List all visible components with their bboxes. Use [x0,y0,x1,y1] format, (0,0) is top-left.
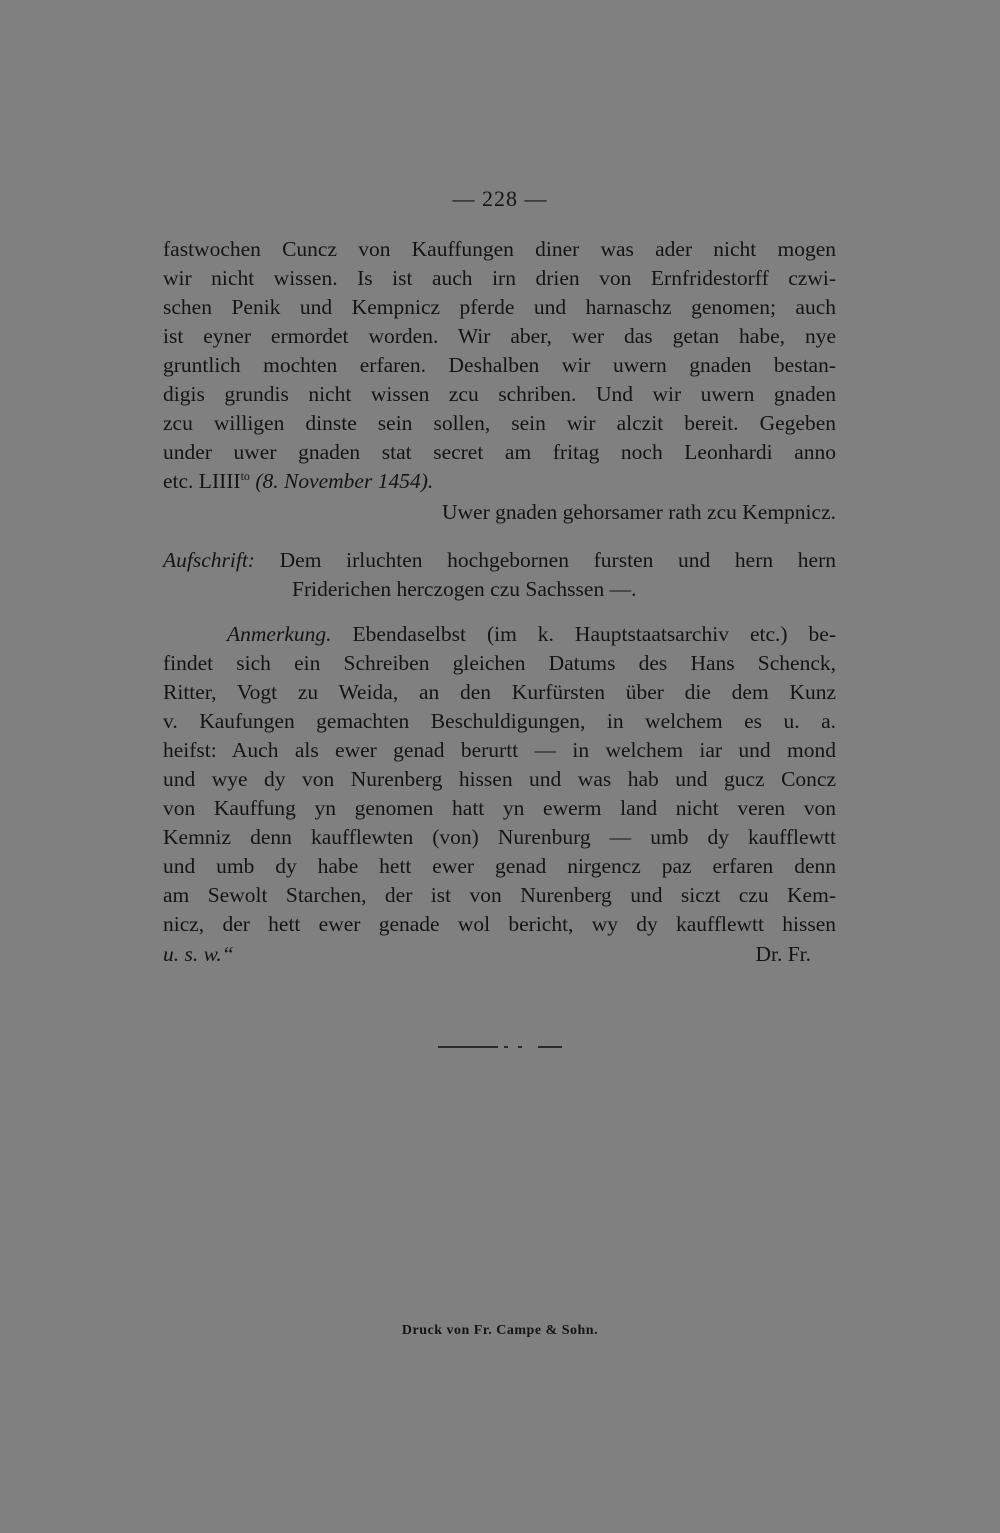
address-text: Dem irluchten hochgebornen fursten und hern hern [279,548,836,572]
note-line: nicz, der hett ewer genade wol bericht, wy dy kaufflewtt hissen [163,912,836,936]
note-line: am Sewolt Starchen, der ist von Nurenberg und siczt czu Kem- [163,883,836,907]
note-line: und wye dy von Nurenberg hissen und was hab und gucz Concz [163,767,836,791]
note-closing: u. s. w.“ [163,942,234,966]
note-line: Ritter, Vogt zu Weida, an den Kurfürsten über die dem Kunz [163,680,836,704]
letter-signature: Uwer gnaden gehorsamer rath zcu Kempnicz. [442,500,836,524]
note-line: heifst: Auch als ewer genad berurtt — in welchem iar und mond [163,738,836,762]
letter-line: wir nicht wissen. Is ist auch irn drien von Ernfridestorff czwi- [163,266,836,290]
ornament-divider [438,1046,562,1048]
date-italic: (8. November 1454). [255,469,434,493]
note-line: Kemniz denn kaufflewten (von) Nurenburg — umb dy kaufflewtt [163,825,836,849]
note-first-text: Ebendaselbst (im k. Hauptstaatsarchiv etc.) be- [352,622,836,646]
note-author: Dr. Fr. [755,942,811,966]
letter-line: gruntlich mochten erfaren. Deshalben wir uwern gnaden bestan- [163,353,836,377]
printer-imprint: Druck von Fr. Campe & Sohn. [401,1323,599,1338]
note-line: findet sich ein Schreiben gleichen Datums des Hans Schenck, [163,651,836,675]
page-number: — 228 — [452,186,548,211]
note-first-line [227,620,836,649]
note-line: v. Kaufungen gemachten Beschuldigungen, in welchem es u. a. [163,709,836,733]
date-prefix: etc. LIIII [163,469,241,493]
address-line [163,546,836,575]
note-line: und umb dy habe hett ewer genad nirgencz paz erfaren denn [163,854,836,878]
address-line-2: Friderichen herczogen czu Sachssen —. [292,577,637,601]
date-superscript: to [240,468,250,483]
letter-line: zcu willigen dinste sein sollen, sein wir alczit bereit. Gegeben [163,411,836,435]
letter-line: fastwochen Cuncz von Kauffungen diner was ader nicht mogen [163,237,836,261]
letter-line: under uwer gnaden stat secret am fritag noch Leonhardi anno [163,440,836,464]
letter-line: ist eyner ermordet worden. Wir aber, wer das getan habe, nye [163,324,836,348]
note-closing-line [163,940,811,969]
letter-line: schen Penik und Kempnicz pferde und harnaschz genomen; auch [163,295,836,319]
note-line: von Kauffung yn genomen hatt yn ewerm land nicht veren von [163,796,836,820]
letter-date-line [163,467,836,496]
note-label: Anmerkung. [227,622,332,646]
address-label: Aufschrift: [163,548,255,572]
letter-line: digis grundis nicht wissen zcu schriben. Und wir uwern gnaden [163,382,836,406]
